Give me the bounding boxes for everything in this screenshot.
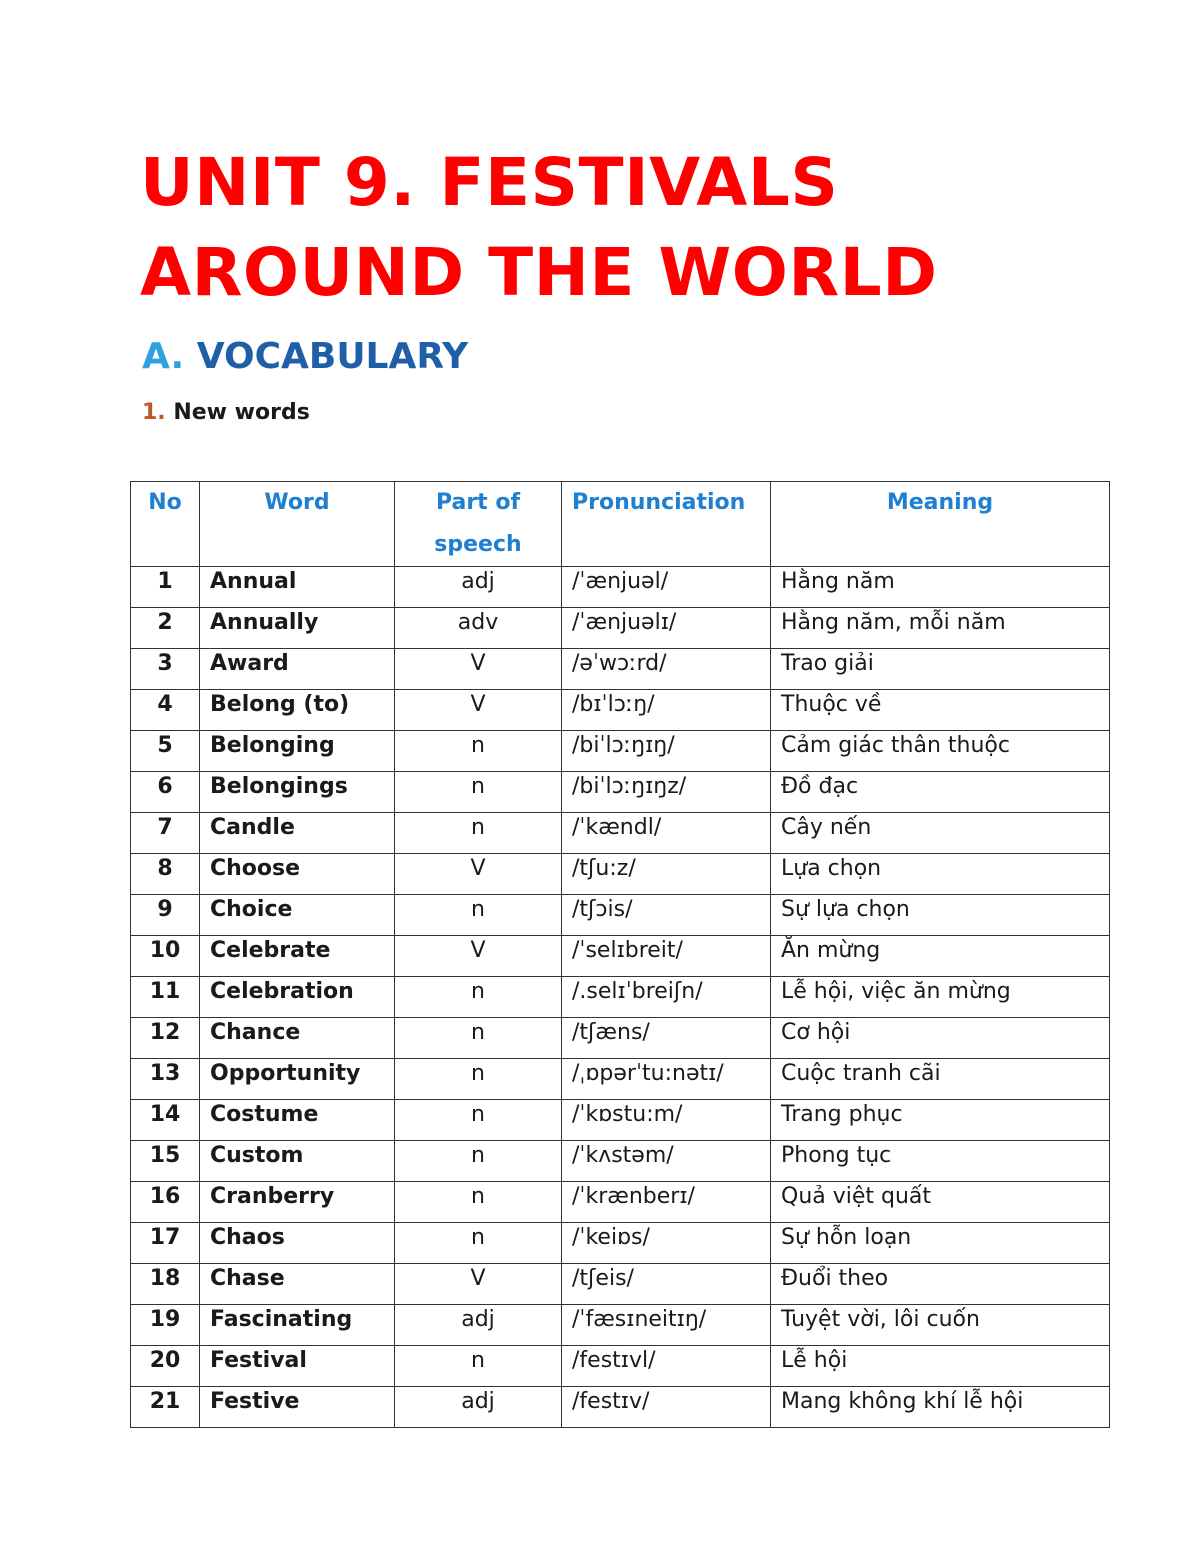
cell-pronunciation: /tʃæns/ <box>562 1018 771 1059</box>
cell-no: 10 <box>131 936 200 977</box>
cell-pronunciation: /ˈkʌstəm/ <box>562 1141 771 1182</box>
cell-pronunciation: /biˈlɔːŋɪŋ/ <box>562 731 771 772</box>
cell-no: 5 <box>131 731 200 772</box>
subsection-number: 1. <box>142 400 166 425</box>
cell-no: 18 <box>131 1264 200 1305</box>
cell-part-of-speech: n <box>395 813 562 854</box>
cell-pronunciation: /ˌɒpərˈtu:nətɪ/ <box>562 1059 771 1100</box>
cell-word: Costume <box>200 1100 395 1141</box>
section-title: VOCABULARY <box>196 336 469 377</box>
cell-part-of-speech: V <box>395 649 562 690</box>
cell-word: Belonging <box>200 731 395 772</box>
cell-word: Chance <box>200 1018 395 1059</box>
cell-pronunciation: /əˈwɔːrd/ <box>562 649 771 690</box>
cell-pronunciation: /ˈkɒstu:m/ <box>562 1100 771 1141</box>
table-row <box>131 1141 1110 1182</box>
cell-part-of-speech: adj <box>395 1305 562 1346</box>
cell-no: 15 <box>131 1141 200 1182</box>
page-title-line-1: UNIT 9. FESTIVALS <box>140 144 839 221</box>
cell-word: Cranberry <box>200 1182 395 1223</box>
cell-meaning: Mang không khí lễ hội <box>771 1387 1110 1428</box>
cell-no: 17 <box>131 1223 200 1264</box>
cell-no: 21 <box>131 1387 200 1428</box>
cell-meaning: Cuộc tranh cãi <box>771 1059 1110 1100</box>
cell-no: 16 <box>131 1182 200 1223</box>
cell-pronunciation: /tʃu:z/ <box>562 854 771 895</box>
cell-meaning: Phong tục <box>771 1141 1110 1182</box>
cell-meaning: Đuổi theo <box>771 1264 1110 1305</box>
table-header-row <box>131 482 1110 567</box>
table-row <box>131 1182 1110 1223</box>
cell-part-of-speech: n <box>395 1018 562 1059</box>
cell-part-of-speech: adv <box>395 608 562 649</box>
cell-part-of-speech: n <box>395 1100 562 1141</box>
cell-part-of-speech: V <box>395 854 562 895</box>
cell-word: Celebrate <box>200 936 395 977</box>
cell-word: Opportunity <box>200 1059 395 1100</box>
vocabulary-table <box>130 481 1110 1428</box>
cell-meaning: Lễ hội, việc ăn mừng <box>771 977 1110 1018</box>
cell-meaning: Thuộc về <box>771 690 1110 731</box>
table-row <box>131 567 1110 608</box>
cell-meaning: Cơ hội <box>771 1018 1110 1059</box>
table-row <box>131 1387 1110 1428</box>
cell-no: 13 <box>131 1059 200 1100</box>
cell-part-of-speech: n <box>395 1346 562 1387</box>
cell-word: Belongings <box>200 772 395 813</box>
table-row <box>131 1018 1110 1059</box>
page-title-line-2: AROUND THE WORLD <box>140 234 938 311</box>
cell-part-of-speech: n <box>395 1141 562 1182</box>
cell-pronunciation: /.selɪˈbreiʃn/ <box>562 977 771 1018</box>
subsection-heading <box>142 398 310 428</box>
cell-no: 20 <box>131 1346 200 1387</box>
cell-no: 19 <box>131 1305 200 1346</box>
cell-word: Festival <box>200 1346 395 1387</box>
table-row <box>131 1059 1110 1100</box>
cell-part-of-speech: n <box>395 731 562 772</box>
cell-word: Chaos <box>200 1223 395 1264</box>
cell-no: 4 <box>131 690 200 731</box>
section-heading <box>142 334 468 380</box>
cell-meaning: Cảm giác thân thuộc <box>771 731 1110 772</box>
cell-pronunciation: /ˈænjuəl/ <box>562 567 771 608</box>
table-row <box>131 731 1110 772</box>
cell-no: 9 <box>131 895 200 936</box>
cell-no: 11 <box>131 977 200 1018</box>
cell-part-of-speech: n <box>395 895 562 936</box>
cell-word: Belong (to) <box>200 690 395 731</box>
cell-pronunciation: /festɪvl/ <box>562 1346 771 1387</box>
cell-part-of-speech: adj <box>395 1387 562 1428</box>
table-row <box>131 1346 1110 1387</box>
table-row <box>131 772 1110 813</box>
page-title <box>140 138 938 318</box>
cell-pronunciation: /ˈfæsɪneitɪŋ/ <box>562 1305 771 1346</box>
table-row <box>131 895 1110 936</box>
cell-part-of-speech: V <box>395 690 562 731</box>
table-body <box>131 567 1110 1428</box>
cell-word: Chase <box>200 1264 395 1305</box>
cell-word: Candle <box>200 813 395 854</box>
cell-part-of-speech: n <box>395 977 562 1018</box>
cell-pronunciation: /tʃɔis/ <box>562 895 771 936</box>
cell-part-of-speech: n <box>395 1059 562 1100</box>
cell-word: Award <box>200 649 395 690</box>
cell-no: 6 <box>131 772 200 813</box>
table-row <box>131 854 1110 895</box>
cell-word: Annually <box>200 608 395 649</box>
table-row <box>131 1100 1110 1141</box>
cell-word: Choose <box>200 854 395 895</box>
cell-meaning: Ăn mừng <box>771 936 1110 977</box>
table-row <box>131 1264 1110 1305</box>
header-meaning: Meaning <box>771 482 1110 567</box>
header-word: Word <box>200 482 395 567</box>
section-letter: A. <box>142 336 185 377</box>
cell-meaning: Đồ đạc <box>771 772 1110 813</box>
cell-no: 14 <box>131 1100 200 1141</box>
subsection-title: New words <box>173 400 310 425</box>
table-row <box>131 1223 1110 1264</box>
cell-word: Celebration <box>200 977 395 1018</box>
table-row <box>131 813 1110 854</box>
cell-pronunciation: /ˈkændl/ <box>562 813 771 854</box>
cell-meaning: Lựa chọn <box>771 854 1110 895</box>
table-row <box>131 1305 1110 1346</box>
cell-word: Choice <box>200 895 395 936</box>
cell-pronunciation: /ˈkeiɒs/ <box>562 1223 771 1264</box>
table-row <box>131 936 1110 977</box>
cell-word: Festive <box>200 1387 395 1428</box>
cell-part-of-speech: adj <box>395 567 562 608</box>
cell-meaning: Cây nến <box>771 813 1110 854</box>
cell-pronunciation: /festɪv/ <box>562 1387 771 1428</box>
cell-part-of-speech: n <box>395 1223 562 1264</box>
cell-part-of-speech: n <box>395 1182 562 1223</box>
cell-word: Annual <box>200 567 395 608</box>
table-row <box>131 977 1110 1018</box>
cell-no: 8 <box>131 854 200 895</box>
cell-meaning: Trao giải <box>771 649 1110 690</box>
cell-meaning: Trang phục <box>771 1100 1110 1141</box>
cell-no: 1 <box>131 567 200 608</box>
header-part-of-speech: Part of speech <box>395 482 562 567</box>
cell-meaning: Hằng năm, mỗi năm <box>771 608 1110 649</box>
cell-pronunciation: /bɪˈlɔːŋ/ <box>562 690 771 731</box>
cell-word: Fascinating <box>200 1305 395 1346</box>
cell-part-of-speech: n <box>395 772 562 813</box>
cell-pronunciation: /biˈlɔːŋɪŋz/ <box>562 772 771 813</box>
cell-word: Custom <box>200 1141 395 1182</box>
cell-part-of-speech: V <box>395 1264 562 1305</box>
cell-pronunciation: /ˈselɪbreit/ <box>562 936 771 977</box>
cell-meaning: Lễ hội <box>771 1346 1110 1387</box>
table-row <box>131 690 1110 731</box>
cell-meaning: Hằng năm <box>771 567 1110 608</box>
cell-meaning: Sự lựa chọn <box>771 895 1110 936</box>
cell-meaning: Sự hỗn loạn <box>771 1223 1110 1264</box>
header-pronunciation: Pronunciation <box>562 482 771 567</box>
cell-pronunciation: /ˈænjuəlɪ/ <box>562 608 771 649</box>
cell-no: 2 <box>131 608 200 649</box>
table-row <box>131 608 1110 649</box>
cell-pronunciation: /ˈkrænberɪ/ <box>562 1182 771 1223</box>
cell-meaning: Quả việt quất <box>771 1182 1110 1223</box>
cell-part-of-speech: V <box>395 936 562 977</box>
header-no: No <box>131 482 200 567</box>
cell-no: 7 <box>131 813 200 854</box>
cell-no: 12 <box>131 1018 200 1059</box>
table-row <box>131 649 1110 690</box>
cell-no: 3 <box>131 649 200 690</box>
cell-meaning: Tuyệt vời, lôi cuốn <box>771 1305 1110 1346</box>
cell-pronunciation: /tʃeis/ <box>562 1264 771 1305</box>
